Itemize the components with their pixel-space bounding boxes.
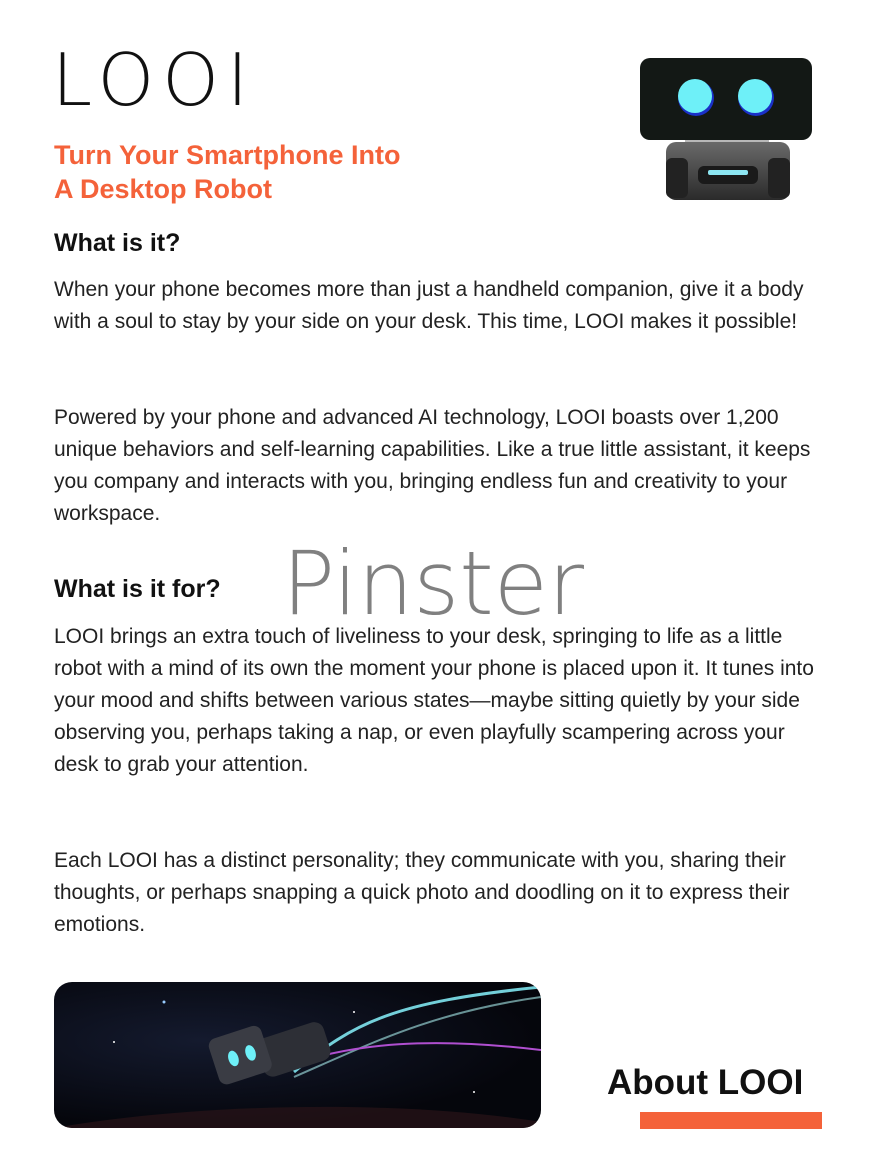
- looi-logo: LOOI: [52, 38, 257, 122]
- about-looi-heading: About LOOI: [607, 1063, 804, 1102]
- subtitle: [54, 138, 514, 206]
- accent-bar: [640, 1112, 822, 1129]
- space-robot-banner-image: [54, 982, 541, 1128]
- section-heading-what-is-it: What is it?: [54, 229, 181, 257]
- paragraph: LOOI brings an extra touch of liveliness to your desk, springing to life as a little robot with a mind of its own the moment your phone is placed upon it. It tunes into your mood and shifts between various states—maybe sitting quietly by your side observing you, perhaps taking a nap, or even playfully scampering across your desk to grab your attention.: [54, 625, 814, 776]
- paragraph: Each LOOI has a distinct personality; they communicate with you, sharing their thoughts, or perhaps snapping a quick photo and doodling on it to express their emotions.: [54, 849, 790, 936]
- section-heading-what-is-it-for: What is it for?: [54, 575, 221, 603]
- subtitle-line-1: Turn Your Smartphone Into: [54, 140, 401, 170]
- paragraph: Powered by your phone and advanced AI technology, LOOI boasts over 1,200 unique behaviors and self-learning capabilities. Like a true little assistant, it keeps you company and interacts with you, bringing endless fun and creativity to your workspace.: [54, 406, 811, 525]
- robot-image: [640, 58, 814, 200]
- watermark: Pinster: [282, 532, 585, 635]
- paragraph: When your phone becomes more than just a handheld companion, give it a body with a soul to stay by your side on your desk. This time, LOOI makes it possible!: [54, 278, 804, 333]
- subtitle-line-2: A Desktop Robot: [54, 174, 272, 204]
